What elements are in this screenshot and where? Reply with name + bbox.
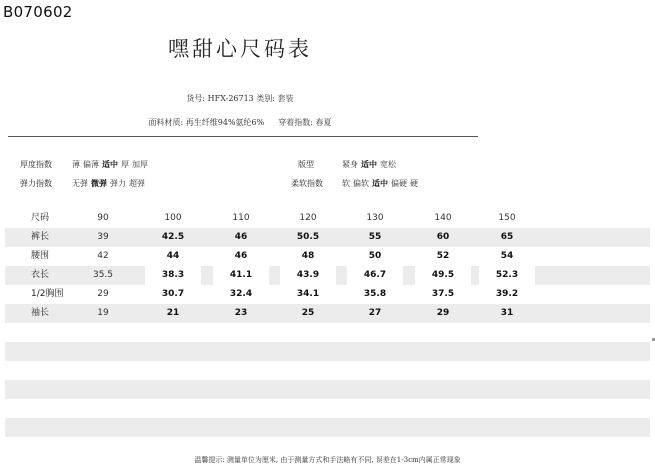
fit-option: 适中 — [361, 160, 377, 169]
table-cell: 30.7 — [161, 289, 185, 299]
table-cell: 39 — [97, 232, 109, 242]
table-cell: 21 — [166, 308, 180, 318]
table-cell: 52.3 — [479, 266, 535, 285]
elasticity-option: 无弹 — [72, 179, 88, 188]
thickness-index — [20, 159, 151, 170]
item-info: 货号: HFX-26713 类别: 套装 — [186, 94, 294, 103]
table-cell: 50 — [368, 251, 382, 261]
softness-option: 偏硬 — [391, 179, 407, 188]
table-cell: 42.5 — [161, 232, 185, 242]
softness-label: 柔软指数 — [291, 179, 323, 188]
table-cell: 19 — [97, 308, 109, 318]
table-cell: 46 — [234, 251, 248, 261]
table-cell: 37.5 — [431, 289, 455, 299]
table-cell: 46 — [234, 232, 248, 242]
row-label: 裤长 — [31, 232, 50, 242]
fit-option: 紧身 — [342, 160, 358, 169]
thickness-label: 厚度指数 — [20, 160, 52, 169]
table-cell: 46.7 — [347, 266, 403, 285]
table-cell: 110 — [232, 213, 250, 223]
row-label: 1/2胸围 — [31, 289, 64, 299]
table-cell: 41.1 — [213, 266, 269, 285]
table-cell: 29 — [97, 289, 109, 299]
row-label: 尺码 — [31, 213, 50, 223]
row-label: 衣长 — [31, 270, 50, 280]
softness-index — [291, 178, 421, 189]
table-cell: 48 — [301, 251, 315, 261]
row-label: 袖长 — [31, 308, 50, 318]
softness-option: 硬 — [410, 179, 418, 188]
table-cell: 54 — [500, 251, 514, 261]
table-cell: 130 — [366, 213, 384, 223]
table-row — [5, 266, 650, 285]
elasticity-option: 微弹 — [91, 179, 107, 188]
elasticity-index — [20, 178, 148, 189]
table-cell: 38.3 — [145, 266, 201, 285]
table-cell: 39.2 — [495, 289, 519, 299]
table-cell: 23 — [234, 308, 248, 318]
table-cell: 150 — [498, 213, 516, 223]
table-cell: 60 — [436, 232, 450, 242]
table-cell: 32.4 — [229, 289, 253, 299]
table-cell: 29 — [436, 308, 450, 318]
thickness-option: 厚 — [121, 160, 129, 169]
softness-option: 适中 — [372, 179, 388, 188]
table-cell: 31 — [500, 308, 514, 318]
table-cell: 52 — [436, 251, 450, 261]
elasticity-option: 弹力 — [110, 179, 126, 188]
thickness-option: 加厚 — [132, 160, 148, 169]
softness-option: 偏软 — [353, 179, 369, 188]
table-row — [5, 209, 650, 228]
page-title: 嘿甜心尺码表 — [168, 37, 312, 61]
table-cell: 100 — [164, 213, 182, 223]
table-cell: 55 — [368, 232, 382, 242]
table-cell: 35.8 — [363, 289, 387, 299]
table-cell: 49.5 — [415, 266, 471, 285]
table-cell: 25 — [301, 308, 315, 318]
table-cell: 42 — [97, 251, 109, 261]
table-cell: 35.5 — [92, 270, 114, 280]
table-cell: 34.1 — [296, 289, 320, 299]
footer-note: 温馨提示: 测量单位为厘米, 由于测量方式和手法略有不同, 误差在1-3cm内属正常现象 — [194, 456, 461, 464]
thickness-option: 薄 — [72, 160, 80, 169]
softness-option: 软 — [342, 179, 350, 188]
table-row — [5, 285, 650, 304]
table-row — [5, 228, 650, 247]
divider — [8, 136, 478, 137]
table-cell: 140 — [434, 213, 452, 223]
table-cell: 65 — [500, 232, 514, 242]
table-cell: 43.9 — [280, 266, 336, 285]
table-row — [5, 304, 650, 323]
table-cell: 90 — [97, 213, 109, 223]
fabric-info: 面料材质: 再生纤维94%氨纶6% — [148, 118, 265, 127]
thickness-option: 偏薄 — [83, 160, 99, 169]
thickness-option: 适中 — [102, 160, 118, 169]
table-cell: 27 — [368, 308, 382, 318]
product-code: B070602 — [3, 3, 73, 21]
fit-option: 宽松 — [380, 160, 396, 169]
fit-index — [298, 159, 399, 170]
elasticity-label: 弹力指数 — [20, 179, 52, 188]
table-cell: 44 — [166, 251, 180, 261]
size-table — [5, 209, 650, 441]
fabric-season-line — [0, 117, 480, 128]
fit-label: 版型 — [298, 160, 314, 169]
table-cell: 50.5 — [296, 232, 320, 242]
row-label: 腰围 — [31, 251, 50, 261]
elasticity-option: 超弹 — [129, 179, 145, 188]
season-info: 穿着指数: 春夏 — [278, 118, 332, 127]
table-cell: 120 — [299, 213, 317, 223]
table-row — [5, 247, 650, 266]
